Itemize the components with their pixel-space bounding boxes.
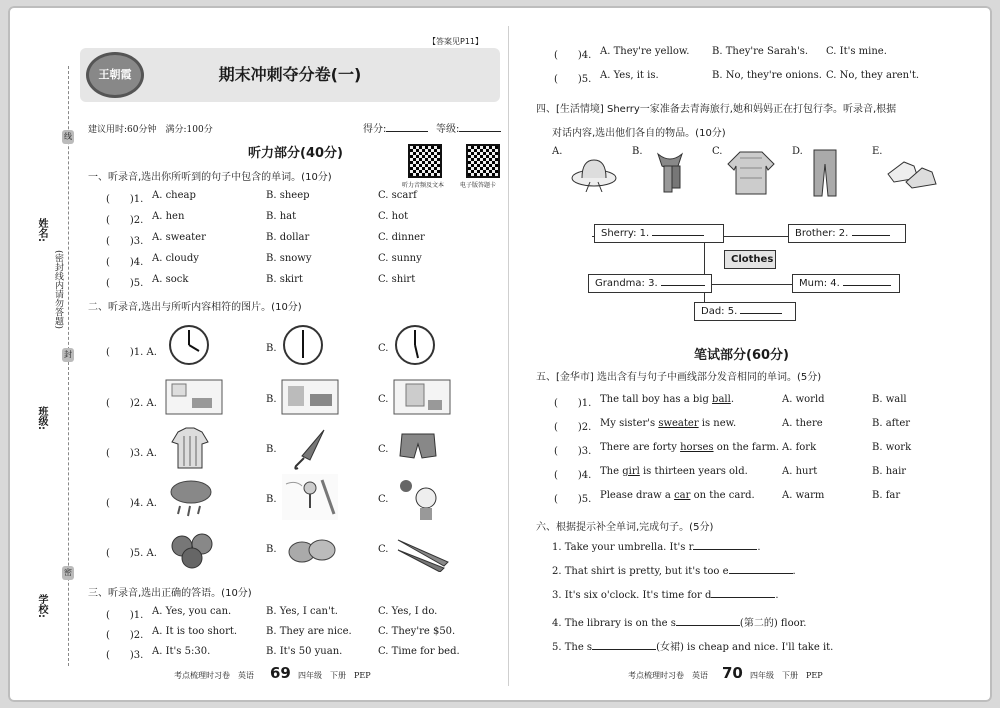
option-b: B. Yes, I can't. [266, 606, 338, 617]
option-b: B. [266, 343, 277, 354]
option-b: B. after [872, 418, 911, 429]
qr-caption: 听力音频及文本 [402, 182, 445, 189]
sweater-icon [726, 148, 776, 198]
option-a: A. It is too short. [152, 626, 238, 637]
option-b: B. No, they're onions. [712, 70, 822, 81]
q-number[interactable]: ( )1. A. [106, 347, 157, 358]
option-c: C. Yes, I do. [378, 606, 438, 617]
q-number[interactable]: ( )5. [106, 278, 144, 289]
option-d: D. [792, 146, 803, 157]
option-a: A. Yes, it is. [600, 70, 659, 81]
diagram-line [704, 236, 705, 306]
q-number[interactable]: ( )5. A. [106, 548, 157, 559]
right-page [508, 6, 992, 702]
fill-sentence[interactable]: 5. The s (女裙) is cheap and nice. I'll take it. [552, 642, 834, 653]
q-number[interactable]: ( )4. A. [106, 498, 157, 509]
option-a: A. hen [152, 211, 185, 222]
option-b: B. [632, 146, 643, 157]
listening-title: 听力部分(40分) [248, 146, 343, 161]
binding-dot: 封 [62, 348, 74, 362]
shorts-icon [398, 430, 438, 462]
option-a: A. sweater [152, 232, 206, 243]
tomatoes-icon [168, 530, 224, 570]
clock-icon [168, 324, 210, 366]
option-c: C. [378, 544, 389, 555]
option-c: C. They're $50. [378, 626, 456, 637]
footer-label: 考点梳理时习卷 英语 [628, 671, 708, 680]
q-number[interactable]: ( )2. [106, 215, 144, 226]
option-a: A. warm [782, 490, 825, 501]
option-b: B. It's 50 yuan. [266, 646, 343, 657]
binding-note: (密封线内请勿答题) [53, 250, 63, 330]
potatoes-icon [286, 532, 342, 570]
option-c: C. [378, 444, 389, 455]
section-2-title: 二、听录音,选出与所听内容相符的图片。(10分) [88, 302, 302, 313]
option-b: B. dollar [266, 232, 310, 243]
section-3-title: 三、听录音,选出正确的答语。(10分) [88, 588, 252, 599]
name-label: 姓名: [36, 218, 47, 242]
q-number[interactable]: ( )1. [106, 194, 144, 205]
q-number[interactable]: ( )3. [554, 446, 592, 457]
library-icon [280, 376, 340, 418]
sentence: There are forty horses on the farm. [600, 442, 780, 453]
trousers-icon [810, 148, 840, 198]
section-1-title: 一、听录音,选出你所听到的句子中包含的单词。(10分) [88, 172, 332, 183]
option-b: B. sheep [266, 190, 310, 201]
sherry-label: Sherry: 1. [601, 228, 650, 239]
q-number[interactable]: ( )3. [106, 236, 144, 247]
brother-box[interactable] [788, 224, 906, 243]
q-number[interactable]: ( )4. [554, 50, 592, 61]
q-number[interactable]: ( )4. [106, 257, 144, 268]
binding-dot: 线 [62, 130, 74, 144]
class-label: 班级: [36, 406, 47, 430]
page-number: 70 [722, 664, 743, 682]
option-a: A. hurt [782, 466, 818, 477]
sentence: The girl is thirteen years old. [600, 466, 748, 477]
option-b: B. [266, 494, 277, 505]
fill-sentence[interactable]: 4. The library is on the s (第二的) floor. [552, 618, 807, 629]
option-a: A. It's 5:30. [152, 646, 211, 657]
grade-label: 等级: [436, 124, 460, 135]
option-b: B. hair [872, 466, 907, 477]
option-c: C. [378, 343, 389, 354]
option-b: B. [266, 544, 277, 555]
sentence: The tall boy has a big ball. [600, 394, 734, 405]
option-b: B. far [872, 490, 901, 501]
option-a: A. world [782, 394, 825, 405]
clock-icon [282, 324, 324, 366]
dad-label: Dad: 5. [701, 306, 738, 317]
room-icon [392, 376, 452, 418]
grandma-label: Grandma: 3. [595, 278, 658, 289]
binding-dot: 密 [62, 566, 74, 580]
option-e: E. [872, 146, 883, 157]
qr-code-answer-card[interactable] [466, 144, 500, 178]
sentence: Please draw a car on the card. [600, 490, 755, 501]
answer-reference: 【答案见P11】 [428, 37, 484, 46]
q-number[interactable]: ( )3. [106, 650, 144, 661]
clothes-center: Clothes [724, 250, 776, 269]
section-4-title: 四、[生活情境] Sherry一家准备去青海旅行,她和妈妈正在打包行李。听录音,根据 [536, 104, 897, 115]
shirt-icon [170, 426, 210, 470]
section-4-title-cont: 对话内容,选出他们各自的物品。(10分) [552, 128, 726, 139]
option-c: C. No, they aren't. [826, 70, 920, 81]
option-c: C. shirt [378, 274, 416, 285]
scarf-icon [650, 150, 690, 196]
clock-icon [394, 324, 436, 366]
option-a: A. They're yellow. [600, 46, 690, 57]
score-field[interactable] [363, 120, 428, 135]
q-number[interactable]: ( )5. [554, 74, 592, 85]
option-b: B. wall [872, 394, 907, 405]
q-number[interactable]: ( )2. A. [106, 398, 157, 409]
grandma-box[interactable] [588, 274, 712, 293]
q-number[interactable]: ( )1. [106, 610, 144, 621]
section-6-title: 六、根据提示补全单词,完成句子。(5分) [536, 522, 714, 533]
option-b: B. skirt [266, 274, 303, 285]
q-number[interactable]: ( )3. A. [106, 448, 157, 459]
footer-grade: 四年级 下册 PEP [750, 671, 823, 680]
fill-sentence[interactable]: 3. It's six o'clock. It's time for d . [552, 590, 779, 601]
fill-sentence[interactable]: 2. That shirt is pretty, but it's too e . [552, 566, 796, 577]
option-b: B. [266, 444, 277, 455]
dad-box[interactable] [694, 302, 796, 321]
footer-grade: 四年级 下册 PEP [298, 671, 371, 680]
writing-title: 笔试部分(60分) [694, 348, 789, 363]
option-c: C. hot [378, 211, 409, 222]
option-a: A. fork [782, 442, 817, 453]
option-a: A. [552, 146, 563, 157]
hat-icon [570, 152, 618, 192]
qr-code-audio[interactable] [408, 144, 442, 178]
sentence: My sister's sweater is new. [600, 418, 737, 429]
q-number[interactable]: ( )2. [554, 422, 592, 433]
q-number[interactable]: ( )1. [554, 398, 592, 409]
fill-sentence[interactable]: 1. Take your umbrella. It's r . [552, 542, 761, 553]
option-b: B. snowy [266, 253, 312, 264]
option-c: C. scarf [378, 190, 417, 201]
page-number: 69 [270, 664, 291, 682]
option-b: B. They're Sarah's. [712, 46, 809, 57]
option-a: A. cloudy [152, 253, 199, 264]
section-5-title: 五、[金华市] 选出含有与句子中画线部分发音相同的单词。(5分) [536, 372, 822, 383]
q-number[interactable]: ( )5. [554, 494, 592, 505]
option-c: C. sunny [378, 253, 422, 264]
option-b: B. They are nice. [266, 626, 352, 637]
footer-label: 考点梳理时习卷 英语 [174, 671, 254, 680]
option-c: C. It's mine. [826, 46, 887, 57]
option-c: C. [378, 394, 389, 405]
brand-logo: 王朝霞 [86, 52, 144, 98]
exam-sheet [8, 6, 992, 702]
option-b: B. [266, 394, 277, 405]
sneakers-icon [884, 152, 940, 192]
mum-label: Mum: 4. [799, 278, 840, 289]
carrots-icon [394, 532, 454, 572]
left-page [8, 6, 508, 702]
option-b: B. work [872, 442, 912, 453]
option-a: A. there [782, 418, 823, 429]
option-a: A. sock [152, 274, 189, 285]
q-number[interactable]: ( )4. [554, 470, 592, 481]
q-number[interactable]: ( )2. [106, 630, 144, 641]
mum-box[interactable] [792, 274, 900, 293]
score-label: 得分: [363, 124, 387, 135]
school-label: 学校: [36, 594, 47, 618]
umbrella-icon [290, 426, 330, 470]
classroom-icon [164, 376, 224, 418]
option-c: C. [378, 494, 389, 505]
rain-cloud-icon [168, 476, 214, 520]
brother-label: Brother: 2. [795, 228, 849, 239]
time-score: 建议用时:60分钟 满分:100分 [88, 125, 213, 135]
qr-caption: 电子版答题卡 [460, 182, 497, 189]
grade-field[interactable] [436, 120, 501, 135]
option-c: C. Time for bed. [378, 646, 460, 657]
sherry-box[interactable] [594, 224, 724, 243]
option-c: C. dinner [378, 232, 425, 243]
sunny-boy-icon [396, 476, 442, 522]
option-a: A. Yes, you can. [152, 606, 232, 617]
page-title: 期末冲刺夺分卷(一) [218, 65, 362, 84]
option-b: B. hat [266, 211, 297, 222]
windy-scene-icon [282, 474, 338, 520]
option-a: A. cheap [152, 190, 196, 201]
option-c: C. [712, 146, 723, 157]
